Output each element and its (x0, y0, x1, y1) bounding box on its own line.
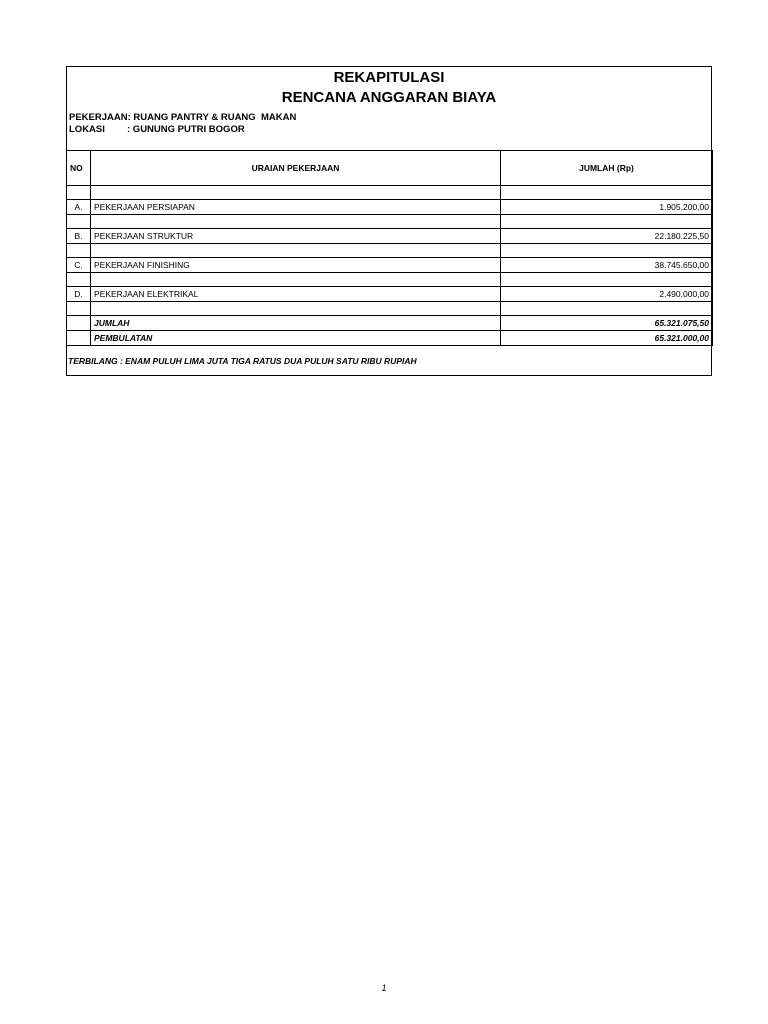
header-no: NO (67, 151, 91, 186)
row-jumlah: 2.490.000,00 (501, 287, 713, 302)
rounded-no-cell (67, 331, 91, 346)
row-uraian: PEKERJAAN ELEKTRIKAL (91, 287, 501, 302)
table-row (67, 258, 713, 273)
row-uraian: PEKERJAAN STRUKTUR (91, 229, 501, 244)
meta-lokasi (69, 124, 245, 135)
table-header-row (67, 151, 713, 186)
total-row (67, 316, 713, 331)
table-row (67, 229, 713, 244)
row-no: D. (67, 287, 91, 302)
rounded-row (67, 331, 713, 346)
spacer-row (67, 244, 713, 258)
budget-recap-sheet (66, 66, 712, 376)
amount-in-words: TERBILANG : ENAM PULUH LIMA JUTA TIGA RATUS DUA PULUH SATU RIBU RUPIAH (68, 356, 417, 366)
row-uraian: PEKERJAAN PERSIAPAN (91, 200, 501, 215)
spacer-row (67, 302, 713, 316)
doc-title: REKAPITULASI (333, 69, 445, 86)
doc-subtitle: RENCANA ANGGARAN BIAYA (281, 89, 497, 106)
row-jumlah: 38.745.650,00 (501, 258, 713, 273)
total-value: 65.321.075,50 (501, 316, 713, 331)
meta-lokasi-value: : GUNUNG PUTRI BOGOR (127, 124, 245, 135)
row-no: B. (67, 229, 91, 244)
rounded-value: 65.321.000,00 (501, 331, 713, 346)
meta-lokasi-label: LOKASI (69, 124, 105, 135)
header-uraian: URAIAN PEKERJAAN (91, 151, 501, 186)
page-number: 1 (381, 983, 387, 993)
spacer-row (67, 215, 713, 229)
table-row (67, 200, 713, 215)
row-jumlah: 1.905.200,00 (501, 200, 713, 215)
rounded-label: PEMBULATAN (91, 331, 501, 346)
row-no: C. (67, 258, 91, 273)
row-no: A. (67, 200, 91, 215)
budget-table (66, 150, 713, 346)
total-no-cell (67, 316, 91, 331)
row-uraian: PEKERJAAN FINISHING (91, 258, 501, 273)
spacer-row (67, 273, 713, 287)
total-label: JUMLAH (91, 316, 501, 331)
meta-pekerjaan-label: PEKERJAAN (69, 112, 128, 123)
header-jumlah: JUMLAH (Rp) (501, 151, 713, 186)
meta-pekerjaan-value: : RUANG PANTRY & RUANG MAKAN (127, 112, 297, 123)
meta-pekerjaan (69, 112, 296, 123)
spacer-row (67, 186, 713, 200)
table-row (67, 287, 713, 302)
row-jumlah: 22.180.225,50 (501, 229, 713, 244)
